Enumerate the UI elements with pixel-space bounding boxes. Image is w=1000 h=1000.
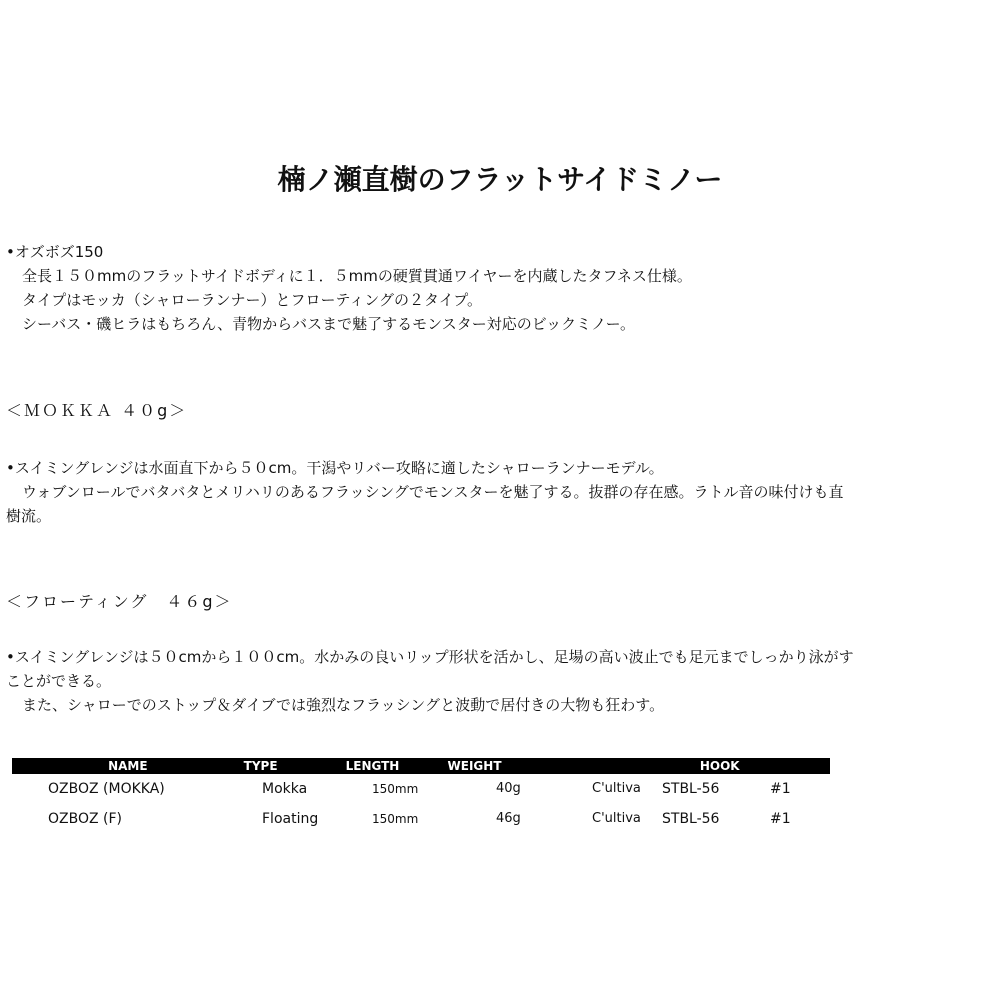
header-length: LENGTH [345,759,400,773]
description-line: また、シャローでのストップ＆ダイブでは強烈なフラッシングと波動で居付きの大物も狂わす。 [22,696,665,714]
hook-model: STBL-56 [662,781,720,797]
hook-size: #1 [770,781,791,797]
mokka-heading: ＜ＭＯＫＫＡ ４０g＞ [6,401,188,420]
mokka-section [6,456,996,528]
table-header [12,758,830,774]
cell-hook [592,774,830,804]
description-line: 樹流。 [6,507,52,525]
cell-name: OZBOZ (F) [48,811,123,827]
cell-hook [592,804,830,834]
header-hook: HOOK [699,759,740,773]
floating-section [6,645,996,717]
cell-type: Mokka [262,781,308,797]
description-line: 全長１５０mmのフラットサイドボディに１．５mmの硬質貫通ワイヤーを内蔵したタフネス仕様。 [22,267,692,285]
spec-table [12,758,830,834]
intro-section [6,240,996,336]
hook-brand: C'ultiva [592,811,641,826]
cell-weight: 46g [496,811,521,826]
header-name: NAME [108,759,148,773]
description-line: タイプはモッカ（シャローランナー）とフローティングの２タイプ。 [22,291,483,309]
header-type: TYPE [243,759,278,773]
hook-brand: C'ultiva [592,781,641,796]
description-line: •スイミングレンジは５０cmから１００cm。水かみの良いリップ形状を活かし、足場の高い波止でも足元までしっかり泳がす [6,648,854,666]
cell-name: OZBOZ (MOKKA) [48,781,165,797]
description-line: •スイミングレンジは水面直下から５０cm。干潟やリバー攻略に適したシャローランナーモデル。 [6,459,664,477]
hook-size: #1 [770,811,791,827]
cell-length: 150mm [372,782,419,796]
cell-type: Floating [262,811,319,827]
product-bullet: •オズボズ150 [6,243,104,261]
header-weight: WEIGHT [447,759,502,773]
description-line: ウォブンロールでバタバタとメリハリのあるフラッシングでモンスターを魅了する。抜群の存在感。ラトル音の味付けも直 [22,483,844,501]
table-row [12,804,830,834]
page-title: 楠ノ瀬直樹のフラットサイドミノー [277,163,723,196]
description-line: ことができる。 [6,672,112,690]
floating-heading: ＜フローティング ４６g＞ [6,592,233,611]
cell-weight: 40g [496,781,521,796]
table-row [12,774,830,804]
description-line: シーバス・磯ヒラはもちろん、青物からバスまで魅了するモンスター対応のビックミノー。 [22,315,636,333]
cell-length: 150mm [372,812,419,826]
hook-model: STBL-56 [662,811,720,827]
